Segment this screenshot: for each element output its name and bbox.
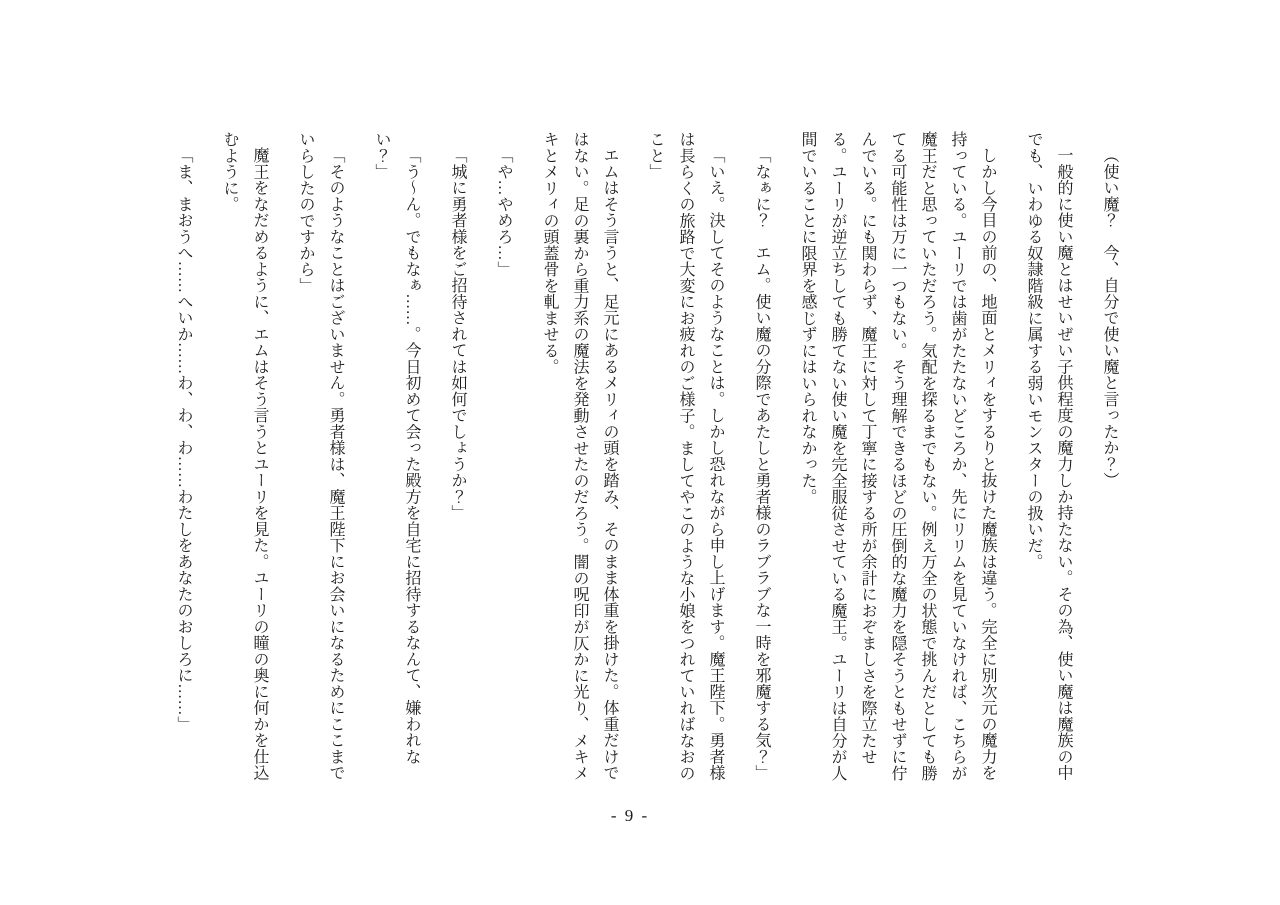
paragraph-dialogue: 「ま、まおうへ……へいか……わ、わ、わ……わたしをあなたのおしろに……」 xyxy=(175,147,192,732)
paragraph-dialogue: 「そのようなことはございません。勇者様は、魔王陛下にお会いになるためにここまでいらしたのですから」 xyxy=(297,131,344,781)
page-number: - 9 - xyxy=(610,806,650,825)
paragraph-dialogue: 「城に勇者様をご招待されては如何でしょうか？」 xyxy=(449,147,466,521)
paragraph-narration: 魔王をなだめるように、エムはそう言うとユーリを見た。ユーリの瞳の奥に何かを仕込むように。 xyxy=(221,131,268,781)
paragraph-narration: 一般的に使い魔とはせいぜい子供程度の魔力しか持たない。その為、使い魔は魔族の中でも、いわゆる奴隷階級に属する弱いモンスターの扱いだ。 xyxy=(1025,131,1072,781)
paragraph-dialogue: 「う〜ん。でもなぁ……。今日初めて会った殿方を自宅に招待するなんて、嫌われない？」 xyxy=(373,131,420,765)
paragraph-parenthetical-thought: （使い魔？ 今、自分で使い魔と言ったか？） xyxy=(1101,147,1118,489)
paragraph-dialogue: 「や…やめろ…」 xyxy=(495,147,512,277)
vertical-text-block xyxy=(154,131,1124,783)
paragraph-dialogue: 「いえ。決してそのようなことは。しかし恐れながら申し上げます。魔王陛下。勇者様は長らくの旅路で大変にお疲れのご様子。ましてやこのような小娘をつれていればなおのこと」 xyxy=(647,131,724,781)
paragraph-narration: エムはそう言うと、足元にあるメリィの頭を踏み、そのまま体重を掛けた。体重だけではない。足の裏から重力系の魔法を発動させたのだろう。闇の呪印が仄かに光り、メキメキとメリィの頭蓋骨を軋ませる。 xyxy=(541,131,618,781)
paragraph-dialogue: 「なぁに？ エム。使い魔の分際であたしと勇者様のラブラブな一時を邪魔する気？」 xyxy=(753,147,770,781)
paragraph-narration: しかし今目の前の、地面とメリィをするりと抜けた魔族は違う。完全に別次元の魔力を持っている。ユーリでは歯がたたないどころか、先にリリムを見ていなければ、こちらが魔王だと思っていただろう。気配を探るまでもない。例え万全の状態で挑んだとしても勝てる可能性は万に一つもない。そう理解できるほどの圧倒的な魔力を隠そうともせずに佇んでいる。にも関わらず、魔王に対して丁寧に接する所が余計におぞましさを際立たせる。ユーリが逆立ちしても勝てない使い魔を完全服従させている魔王。ユーリは自分が人間でいることに限界を感じずにはいられなかった。 xyxy=(799,131,996,781)
